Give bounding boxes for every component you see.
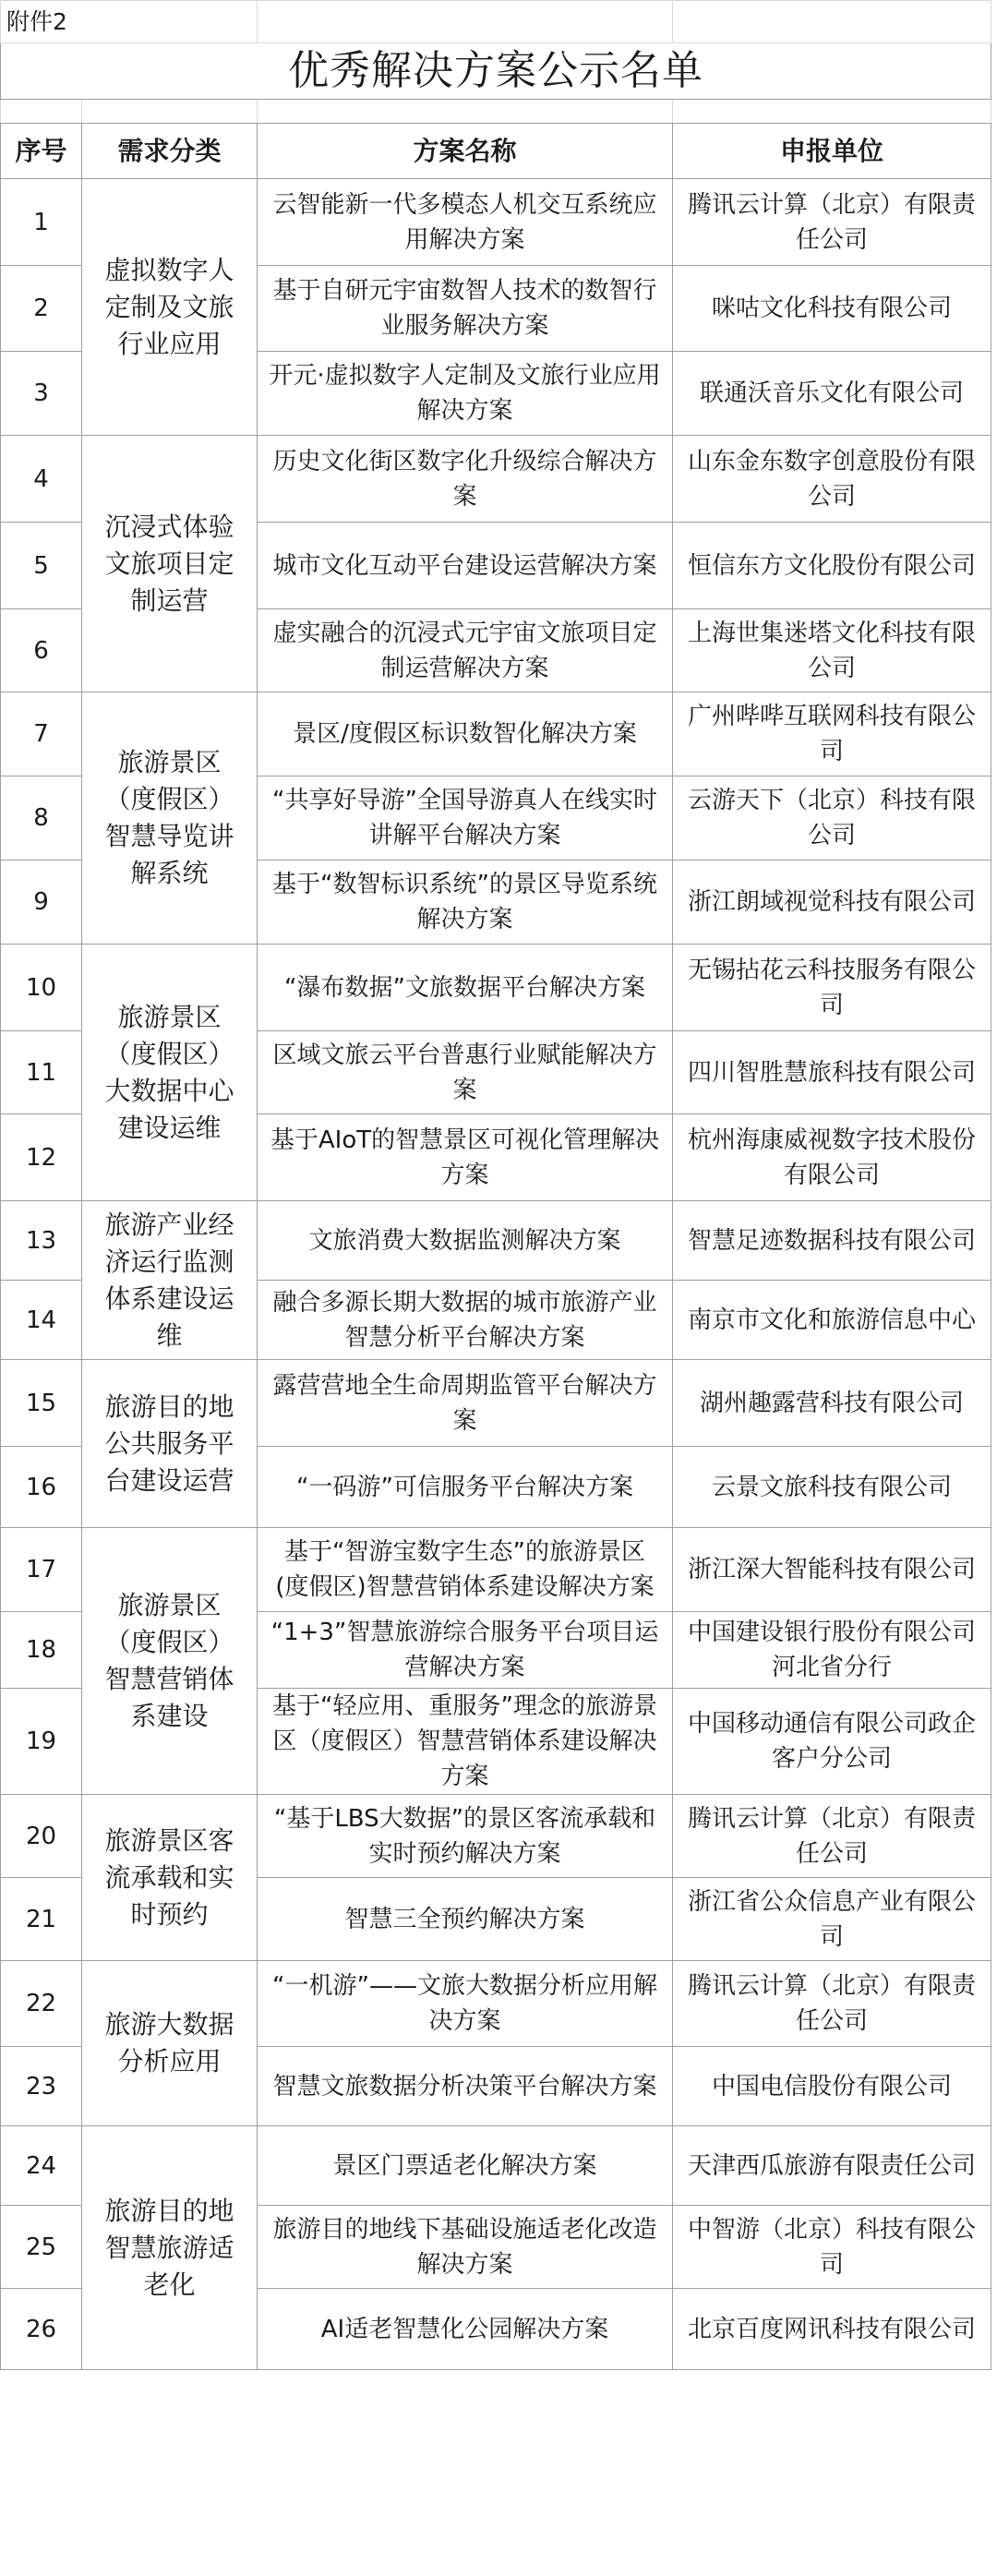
row-index: 1 [1, 179, 82, 266]
solution-name-cell: 基于“智游宝数字生态”的旅游景区(度假区)智慧营销体系建设解决方案 [258, 1528, 673, 1612]
solution-name-cell: “1+3”智慧旅游综合服务平台项目运营解决方案 [258, 1612, 673, 1689]
organization-cell: 腾讯云计算（北京）有限责任公司 [673, 179, 991, 266]
organization-cell: 中智游（北京）科技有限公司 [673, 2206, 991, 2289]
organization-cell: 恒信东方文化股份有限公司 [673, 523, 991, 609]
organization-cell: 浙江朗域视觉科技有限公司 [673, 861, 991, 945]
category-cell: 旅游景区（度假区）智慧导览讲解系统 [82, 692, 258, 945]
blank-row [1, 100, 991, 124]
solution-name-cell: “共享好导游”全国导游真人在线实时讲解平台解决方案 [258, 776, 673, 861]
category-cell: 旅游景区（度假区）智慧营销体系建设 [82, 1528, 258, 1795]
empty-cell [258, 1, 673, 43]
organization-cell: 山东金东数字创意股份有限公司 [673, 436, 991, 523]
organization-cell: 南京市文化和旅游信息中心 [673, 1281, 991, 1360]
row-index: 24 [1, 2126, 82, 2206]
category-cell: 旅游景区客流承载和实时预约 [82, 1795, 258, 1961]
row-index: 2 [1, 266, 82, 352]
row-index: 12 [1, 1114, 82, 1201]
solution-name-cell: 基于AIoT的智慧景区可视化管理解决方案 [258, 1114, 673, 1201]
category-cell: 旅游目的地公共服务平台建设运营 [82, 1360, 258, 1528]
organization-cell: 云游天下（北京）科技有限公司 [673, 776, 991, 861]
row-index: 7 [1, 692, 82, 776]
solution-name-cell: 景区/度假区标识数智化解决方案 [258, 692, 673, 776]
solution-name-cell: 露营营地全生命周期监管平台解决方案 [258, 1360, 673, 1447]
row-index: 21 [1, 1878, 82, 1961]
table-row [1, 945, 991, 1031]
category-cell: 虚拟数字人定制及文旅行业应用 [82, 179, 258, 436]
row-index: 5 [1, 523, 82, 609]
solution-name-cell: 智慧文旅数据分析决策平台解决方案 [258, 2047, 673, 2126]
table-row [1, 1795, 991, 1878]
solution-name-cell: 智慧三全预约解决方案 [258, 1878, 673, 1961]
category-cell: 旅游目的地智慧旅游适老化 [82, 2126, 258, 2370]
solution-name-cell: “一机游”——文旅大数据分析应用解决方案 [258, 1961, 673, 2047]
empty-cell [258, 100, 673, 124]
row-index: 19 [1, 1689, 82, 1795]
solution-name-cell: “一码游”可信服务平台解决方案 [258, 1447, 673, 1528]
row-index: 23 [1, 2047, 82, 2126]
row-index: 11 [1, 1031, 82, 1114]
solution-name-cell: 云智能新一代多模态人机交互系统应用解决方案 [258, 179, 673, 266]
organization-cell: 腾讯云计算（北京）有限责任公司 [673, 1961, 991, 2047]
organization-cell: 浙江深大智能科技有限公司 [673, 1528, 991, 1612]
document-title: 优秀解决方案公示名单 [1, 43, 991, 100]
row-index: 4 [1, 436, 82, 523]
solution-name-cell: 基于自研元宇宙数智人技术的数智行业服务解决方案 [258, 266, 673, 352]
organization-cell: 湖州趣露营科技有限公司 [673, 1360, 991, 1447]
annex-label: 附件2 [1, 1, 258, 43]
table-row [1, 692, 991, 776]
solution-name-cell: 融合多源长期大数据的城市旅游产业智慧分析平台解决方案 [258, 1281, 673, 1360]
solution-name-cell: 开元·虚拟数字人定制及文旅行业应用解决方案 [258, 352, 673, 436]
organization-cell: 四川智胜慧旅科技有限公司 [673, 1031, 991, 1114]
row-index: 15 [1, 1360, 82, 1447]
organization-cell: 无锡拈花云科技服务有限公司 [673, 945, 991, 1031]
organization-cell: 天津西瓜旅游有限责任公司 [673, 2126, 991, 2206]
organization-cell: 中国建设银行股份有限公司河北省分行 [673, 1612, 991, 1689]
organization-cell: 云景文旅科技有限公司 [673, 1447, 991, 1528]
row-index: 26 [1, 2289, 82, 2370]
row-index: 10 [1, 945, 82, 1031]
organization-cell: 中国移动通信有限公司政企客户分公司 [673, 1689, 991, 1795]
organization-cell: 联通沃音乐文化有限公司 [673, 352, 991, 436]
empty-cell [82, 100, 258, 124]
organization-cell: 智慧足迹数据科技有限公司 [673, 1201, 991, 1281]
annex-row [1, 1, 991, 43]
solution-name-cell: AI适老智慧化公园解决方案 [258, 2289, 673, 2370]
table-row [1, 436, 991, 523]
header-cell-index: 序号 [1, 124, 82, 179]
row-index: 22 [1, 1961, 82, 2047]
category-cell: 旅游产业经济运行监测体系建设运维 [82, 1201, 258, 1360]
empty-cell [673, 100, 991, 124]
solution-name-cell: 基于“数智标识系统”的景区导览系统解决方案 [258, 861, 673, 945]
organization-cell: 广州哔哔互联网科技有限公司 [673, 692, 991, 776]
organization-cell: 咪咕文化科技有限公司 [673, 266, 991, 352]
solution-name-cell: 景区门票适老化解决方案 [258, 2126, 673, 2206]
empty-cell [1, 100, 82, 124]
row-index: 14 [1, 1281, 82, 1360]
solution-name-cell: 区域文旅云平台普惠行业赋能解决方案 [258, 1031, 673, 1114]
solution-name-cell: “瀑布数据”文旅数据平台解决方案 [258, 945, 673, 1031]
organization-cell: 北京百度网讯科技有限公司 [673, 2289, 991, 2370]
table-row [1, 1360, 991, 1447]
organization-cell: 上海世集迷塔文化科技有限公司 [673, 609, 991, 692]
table-row [1, 1528, 991, 1612]
category-cell: 沉浸式体验文旅项目定制运营 [82, 436, 258, 692]
solution-name-cell: 虚实融合的沉浸式元宇宙文旅项目定制运营解决方案 [258, 609, 673, 692]
row-index: 9 [1, 861, 82, 945]
table-row [1, 1201, 991, 1281]
organization-cell: 浙江省公众信息产业有限公司 [673, 1878, 991, 1961]
table-row [1, 179, 991, 266]
solution-name-cell: 旅游目的地线下基础设施适老化改造解决方案 [258, 2206, 673, 2289]
row-index: 13 [1, 1201, 82, 1281]
row-index: 8 [1, 776, 82, 861]
row-index: 18 [1, 1612, 82, 1689]
solution-name-cell: 文旅消费大数据监测解决方案 [258, 1201, 673, 1281]
solution-name-cell: 历史文化街区数字化升级综合解决方案 [258, 436, 673, 523]
organization-cell: 腾讯云计算（北京）有限责任公司 [673, 1795, 991, 1878]
row-index: 3 [1, 352, 82, 436]
title-row [1, 43, 991, 100]
row-index: 20 [1, 1795, 82, 1878]
header-cell-solution-name: 方案名称 [258, 124, 673, 179]
solution-name-cell: “基于LBS大数据”的景区客流承载和实时预约解决方案 [258, 1795, 673, 1878]
solution-name-cell: 基于“轻应用、重服务”理念的旅游景区（度假区）智慧营销体系建设解决方案 [258, 1689, 673, 1795]
row-index: 6 [1, 609, 82, 692]
empty-cell [673, 1, 991, 43]
row-index: 25 [1, 2206, 82, 2289]
header-cell-organization: 申报单位 [673, 124, 991, 179]
row-index: 16 [1, 1447, 82, 1528]
header-cell-category: 需求分类 [82, 124, 258, 179]
header-row [1, 124, 991, 179]
table-row [1, 2126, 991, 2206]
organization-cell: 杭州海康威视数字技术股份有限公司 [673, 1114, 991, 1201]
organization-cell: 中国电信股份有限公司 [673, 2047, 991, 2126]
table-row [1, 1961, 991, 2047]
category-cell: 旅游大数据分析应用 [82, 1961, 258, 2126]
category-cell: 旅游景区（度假区）大数据中心建设运维 [82, 945, 258, 1201]
row-index: 17 [1, 1528, 82, 1612]
solution-name-cell: 城市文化互动平台建设运营解决方案 [258, 523, 673, 609]
